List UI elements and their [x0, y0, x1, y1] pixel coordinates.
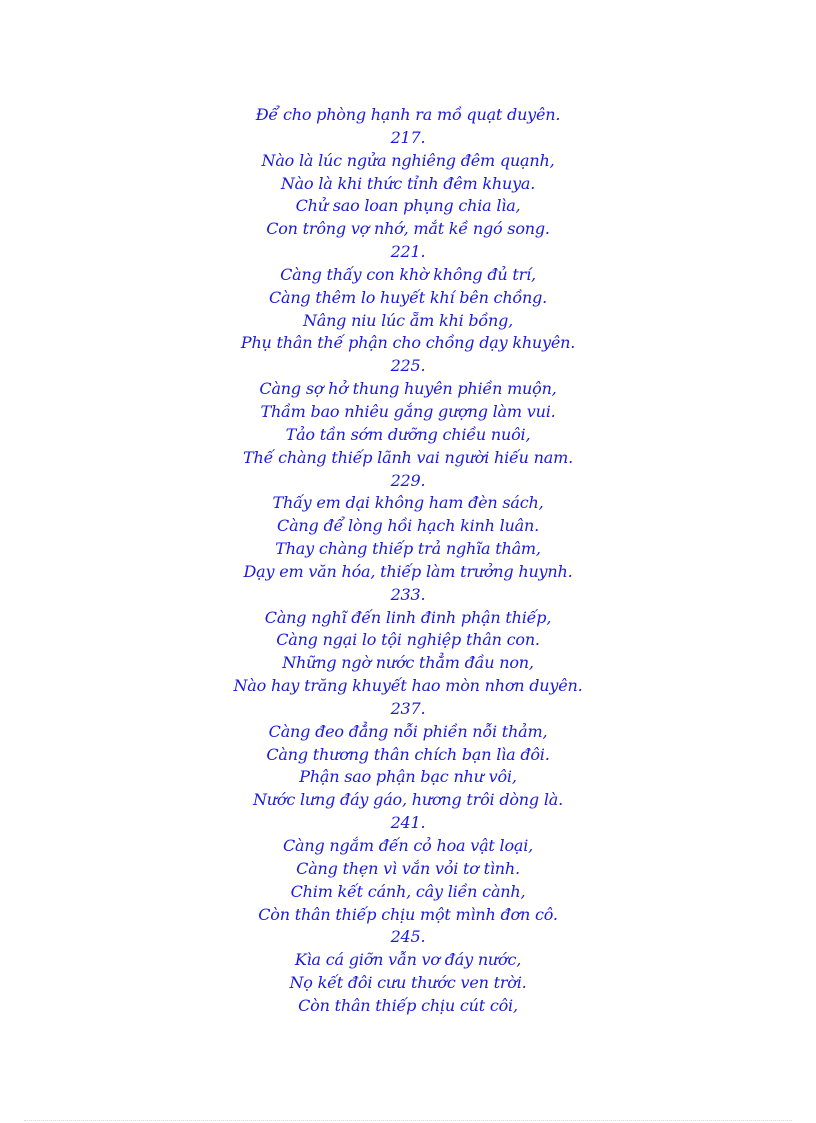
- poem-line: Thấy em dại không ham đèn sách,: [272, 493, 544, 513]
- poem-line: Chử sao loan phụng chia lìa,: [295, 196, 521, 216]
- poem-text: [0, 104, 816, 1018]
- poem-line: Càng thương thân chích bạn lìa đôi.: [266, 744, 550, 764]
- stanza-number: 225.: [390, 356, 426, 376]
- stanza-number: 229.: [390, 470, 426, 490]
- poem-line: Thế chàng thiếp lãnh vai người hiếu nam.: [243, 447, 573, 467]
- stanza-number: 233.: [390, 584, 426, 604]
- poem-line: Nào là khi thức tỉnh đêm khuya.: [280, 173, 536, 193]
- poem-line: Nọ kết đôi cưu thước ven trời.: [289, 973, 527, 993]
- poem-line: Càng thấy con khờ không đủ trí,: [280, 264, 536, 284]
- poem-line: Càng thêm lo huyết khí bên chồng.: [268, 287, 548, 307]
- poem-line: Càng thẹn vì vắn vỏi tơ tình.: [296, 858, 520, 878]
- poem-line: Để cho phòng hạnh ra mồ quạt duyên.: [255, 105, 561, 124]
- poem-line: Dạy em văn hóa, thiếp làm trưởng huynh.: [243, 561, 573, 581]
- poem-line: Càng ngắm đến cỏ hoa vật loại,: [282, 836, 534, 855]
- stanza-number: 241.: [390, 813, 426, 833]
- poem-line: Thầm bao nhiêu gắng gượng làm vui.: [260, 401, 556, 421]
- poem-line: Tảo tần sớm dưỡng chiều nuôi,: [285, 424, 531, 444]
- poem-line: Càng nghĩ đến linh đinh phận thiếp,: [264, 607, 552, 627]
- poem-line: Nào là lúc ngửa nghiêng đêm quạnh,: [261, 150, 555, 170]
- stanza-number: 217.: [390, 127, 426, 147]
- poem-line: Nào hay trăng khuyết hao mòn nhơn duyên.: [233, 676, 583, 696]
- poem-line: Nâng niu lúc ẵm khi bồng,: [302, 310, 514, 330]
- poem-line: Phụ thân thế phận cho chồng dạy khuyên.: [240, 333, 576, 353]
- poem-line: Con trông vợ nhớ, mắt kề ngó song.: [266, 219, 550, 239]
- stanza-number: 237.: [390, 698, 426, 718]
- poem-line: Thay chàng thiếp trả nghĩa thâm,: [275, 539, 541, 559]
- poem-line: Chim kết cánh, cây liền cành,: [290, 881, 526, 901]
- poem-line: Càng để lòng hồi hạch kinh luân.: [277, 516, 539, 536]
- stanza-number: 221.: [390, 242, 426, 262]
- stanza-number: 245.: [390, 927, 426, 947]
- page-bottom-divider: [24, 1120, 792, 1121]
- poem-line: Kìa cá giỡn vẫn vơ đáy nước,: [294, 950, 522, 970]
- poem-line: Còn thân thiếp chịu một mình đơn cô.: [258, 904, 558, 924]
- poem-line: Càng ngại lo tội nghiệp thân con.: [276, 630, 540, 650]
- poem-line: Càng đeo đẳng nỗi phiền nỗi thảm,: [268, 721, 548, 741]
- poem-line: Phận sao phận bạc như vôi,: [299, 767, 517, 787]
- poem-line: Càng sợ hở thung huyên phiền muộn,: [259, 379, 557, 399]
- poem-line: Những ngờ nước thẳm đầu non,: [282, 653, 534, 673]
- poem-line: Nước lưng đáy gáo, hương trôi dòng là.: [253, 790, 563, 810]
- poem-line: Còn thân thiếp chịu cút côi,: [298, 995, 518, 1015]
